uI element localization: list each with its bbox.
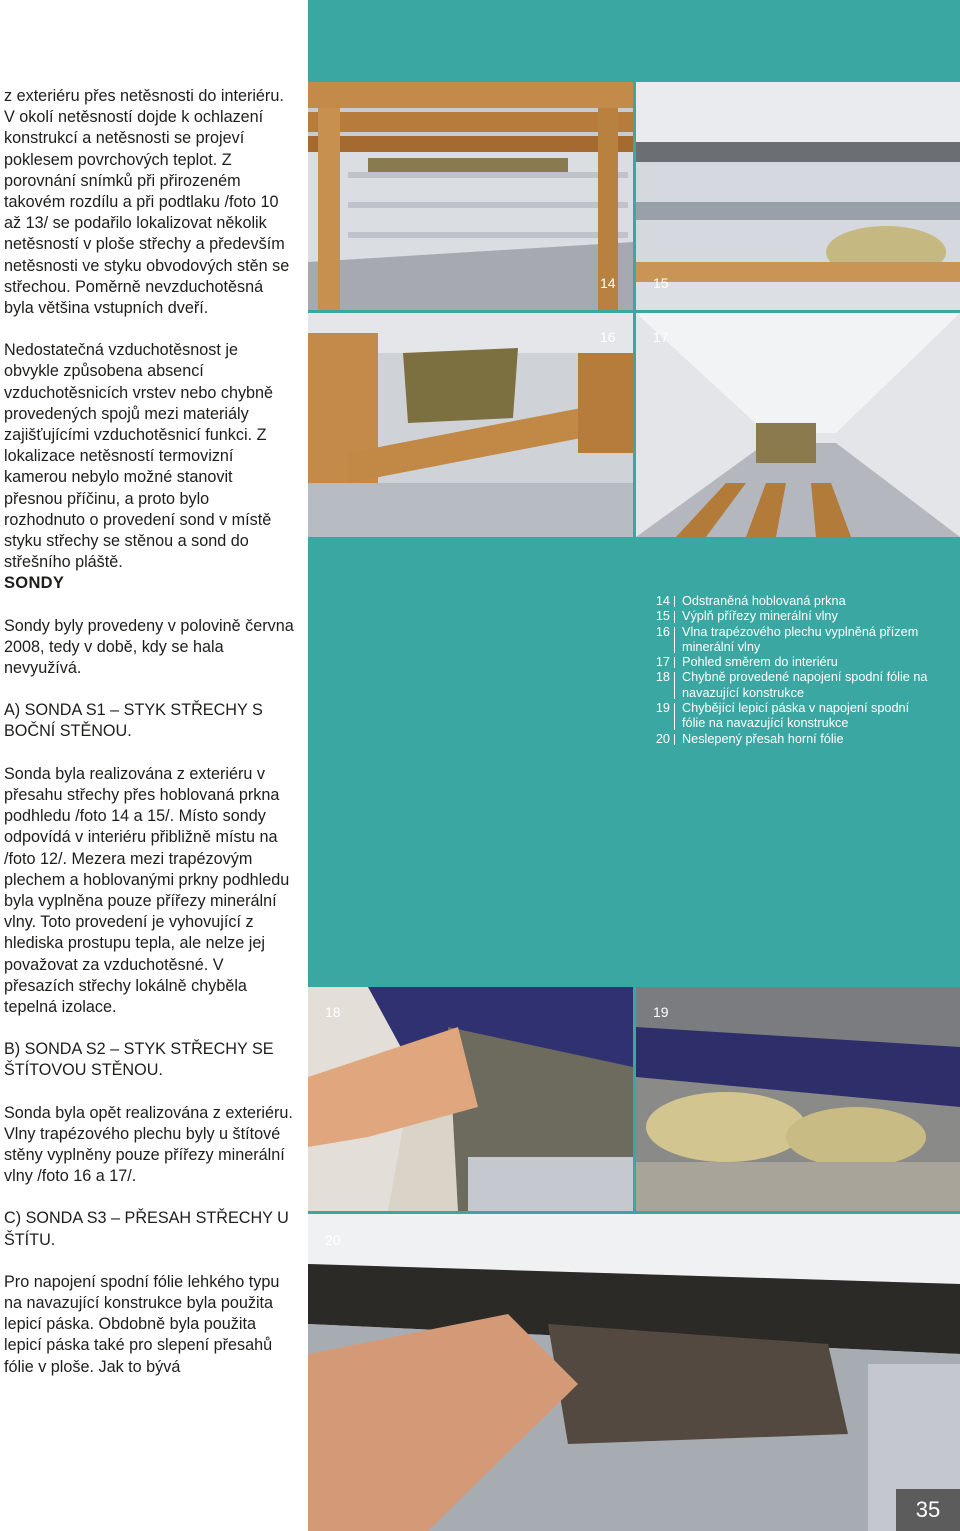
- paragraph-sonda-s2: Sonda byla opět realizována z exteriéru. Vlny trapézového plechu byly u štítové stěny vyplněny pouze přířezy minerální vlny /foto 16 a 17/.: [4, 1103, 293, 1186]
- caption-divider: [674, 734, 675, 745]
- caption-number: 15: [655, 609, 670, 624]
- photo-number-15: 15: [653, 275, 669, 291]
- caption-row: [648, 732, 928, 747]
- caption-number: 18: [655, 670, 670, 685]
- photo-number-19: 19: [653, 1004, 669, 1020]
- photo-number-17: 17: [653, 329, 669, 345]
- photo-14: [308, 82, 633, 310]
- photo-number-18: 18: [325, 1004, 341, 1020]
- caption-divider: [674, 703, 675, 730]
- caption-divider: [674, 672, 675, 699]
- caption-number: 20: [655, 731, 670, 746]
- caption-number: 14: [655, 594, 670, 608]
- paragraph-sonda-s1: Sonda byla realizována z exteriéru v přesahu střechy přes hoblovaná prkna podhledu /foto 14 a 15/. Místo sondy odpovídá v interiéru přibližně místu na /foto 12/. Mezera mezi trapézovým plechem a hoblovanými prkny podhledu byla vyplněna pouze přířezy minerální vlny. Toto provedení je vyhovující z hlediska prostupu tepla, ale nelze jej považovat za vzduchotěsné. V přesazích střechy lokálně chyběla tepelná izolace.: [4, 764, 290, 1016]
- page-number: 35: [896, 1489, 960, 1531]
- photo-16: [308, 313, 633, 537]
- caption-text: Neslepený přesah horní fólie: [682, 731, 844, 746]
- subheading-sonda-s1: A) SONDA S1 – STYK STŘECHY S BOČNÍ STĚNOU.: [4, 701, 263, 741]
- paragraph-intro: z exteriéru přes netěsnosti do interiéru. V okolí netěsností dojde k ochlazení konstrukcí a netěsnosti se projeví poklesem povrchových teplot. Z porovnání snímků při přirozeném takovém rozdílu a při podtlaku /foto 10 až 13/ se podařilo lokalizovat několik netěsností v ploše střechy a především netěsnosti ve styku obvodových stěn se střechou. Poměrně nevzduchotěsná byla většina vstupních dveří.: [4, 87, 290, 318]
- caption-row: [648, 655, 928, 670]
- photo-15: [636, 82, 960, 310]
- paragraph-sondy: Sondy byly provedeny v polovině června 2008, tedy v době, kdy se hala nevyužívá.: [4, 616, 294, 678]
- caption-row: [648, 701, 928, 732]
- caption-number: 19: [655, 701, 670, 716]
- photo-20: [308, 1214, 960, 1531]
- photo-number-20: 20: [325, 1232, 341, 1248]
- caption-text: Pohled směrem do interiéru: [682, 655, 838, 670]
- caption-divider: [674, 596, 675, 607]
- photo-19: [636, 987, 960, 1211]
- caption-row: [648, 594, 928, 609]
- photo-captions: [648, 594, 928, 747]
- caption-text: Chybně provedené napojení spodní fólie na navazující konstrukce: [682, 670, 928, 700]
- caption-divider: [674, 657, 675, 668]
- paragraph-airtightness: Nedostatečná vzduchotěsnost je obvykle způsobena absencí vzduchotěsnicích vrstev nebo chybně provedených spojů mezi materiály zajišťujícími vzduchotěsnicí funkci. Z lokalizace netěsností termovizní kamerou nebylo možné stanovit přesnou příčinu, a proto bylo rozhodnuto o provedení sond v místě styku střechy se stěnou a sond do střešního pláště.: [4, 341, 274, 572]
- caption-row: [648, 670, 928, 701]
- subheading-sonda-s2: B) SONDA S2 – STYK STŘECHY SE ŠTÍTOVOU STĚNOU.: [4, 1040, 274, 1080]
- caption-text: Odstraněná hoblovaná prkna: [682, 594, 846, 608]
- caption-text: Chybějící lepicí páska v napojení spodní fólie na navazující konstrukce: [682, 701, 910, 731]
- body-text-column: [4, 86, 294, 1378]
- photo-number-16: 16: [600, 329, 616, 345]
- caption-text: Výplň přířezy minerální vlny: [682, 609, 838, 624]
- caption-number: 17: [655, 655, 670, 670]
- caption-row: [648, 609, 928, 624]
- caption-divider: [674, 627, 675, 654]
- caption-row: [648, 625, 928, 656]
- section-heading-sondy: SONDY: [4, 574, 65, 593]
- photo-number-14: 14: [600, 275, 616, 291]
- subheading-sonda-s3: C) SONDA S3 – PŘESAH STŘECHY U ŠTÍTU.: [4, 1209, 289, 1249]
- photo-17: [636, 313, 960, 537]
- paragraph-sonda-s3: Pro napojení spodní fólie lehkého typu na navazující konstrukce byla použita lepicí páska. Obdobně byla použita lepicí páska také pro slepení přesahů fólie v ploše. Jak to bývá: [4, 1272, 280, 1376]
- caption-divider: [674, 611, 675, 622]
- photo-18: [308, 987, 633, 1211]
- caption-text: Vlna trapézového plechu vyplněná přízem minerální vlny: [682, 624, 919, 654]
- caption-number: 16: [655, 624, 670, 639]
